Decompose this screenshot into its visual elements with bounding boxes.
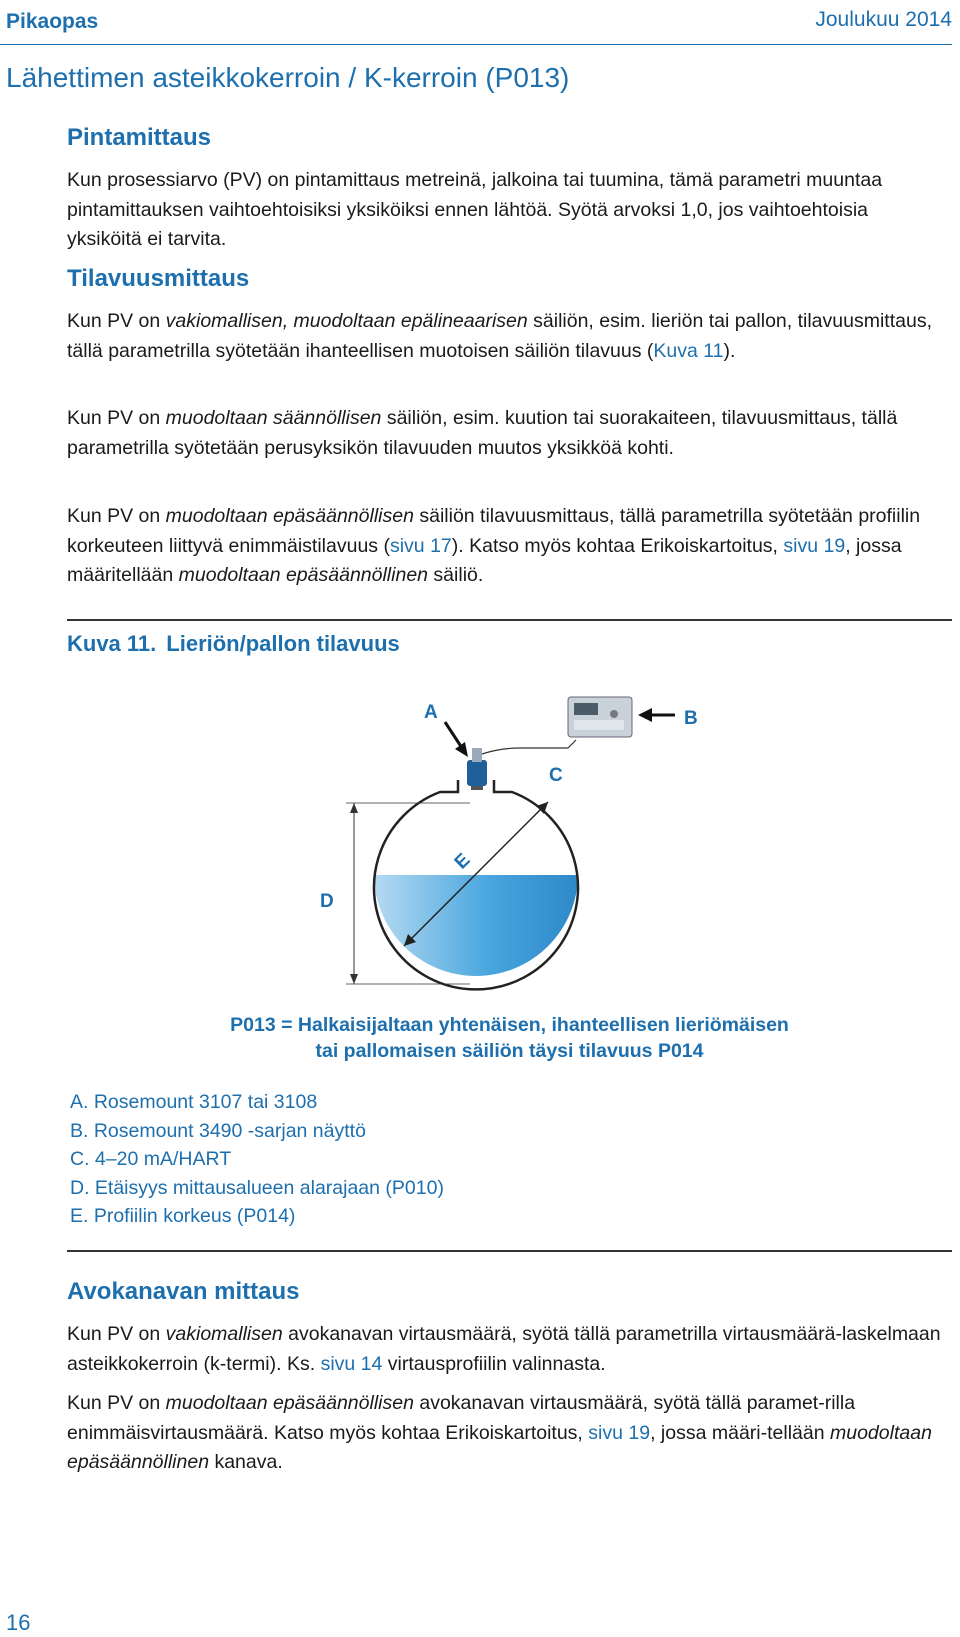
legend-item: B. Rosemount 3490 -sarjan näyttö — [70, 1119, 366, 1142]
paragraph-tilavuus-1 — [67, 307, 947, 366]
arrowhead-a — [455, 742, 468, 757]
heading-avokanava: Avokanavan mittaus — [67, 1278, 300, 1305]
label-b: B — [684, 708, 698, 729]
link-sivu-14[interactable]: sivu 14 — [320, 1352, 383, 1375]
page-title: Lähettimen asteikkokerroin / K-kerroin (P013) — [6, 62, 570, 93]
legend-item: E. Profiilin korkeus (P014) — [70, 1205, 296, 1227]
text-run: säiliö. — [428, 564, 484, 586]
text-run: Kun PV on — [67, 1323, 166, 1345]
text-run: ). Katso myös kohtaa Erikoiskartoitus, — [451, 534, 784, 557]
text-run: avokanavan virtausmäärä, syötä tällä paramet-rilla enimmäisvirtausmäärä. Katso myös kohtaa Erikoiskartoitus, — [67, 1392, 856, 1444]
italic-run: vakiomallisen — [165, 1323, 283, 1345]
paragraph-avokanava-2 — [67, 1389, 947, 1478]
text-run: avokanavan virtausmäärä, syötä tällä parametrilla virtausmäärä-laskelmaan asteikkokerroin (k-termi). Ks. — [67, 1323, 941, 1375]
link-sivu-19[interactable]: sivu 19 — [783, 534, 846, 557]
cable — [482, 740, 576, 754]
page-number: 16 — [6, 1610, 31, 1635]
heading-pintamittaus: Pintamittaus — [67, 124, 212, 151]
legend-item: A. Rosemount 3107 tai 3108 — [70, 1091, 318, 1113]
link-kuva-11[interactable]: Kuva 11 — [653, 339, 724, 362]
heading-tilavuusmittaus: Tilavuusmittaus — [67, 265, 250, 292]
arrow-a — [445, 722, 462, 748]
divider — [67, 619, 952, 621]
italic-run: muodoltaan epäsäännöllisen — [165, 505, 414, 527]
text-run: Kun PV on — [67, 1392, 166, 1414]
label-e: E — [450, 849, 475, 874]
text-run: Kun PV on — [67, 310, 166, 332]
tank-diagram — [300, 690, 780, 1010]
link-sivu-17[interactable]: sivu 17 — [389, 534, 452, 557]
text-run: ). — [723, 339, 736, 362]
text-run: säiliön, esim. kuution tai suorakaiteen, tilavuusmittaus, tällä parametrilla syötetään perusyksikön tilavuuden muutos yksikköä kohti. — [67, 407, 898, 459]
legend-item: D. Etäisyys mittausalueen alarajaan (P010) — [70, 1176, 444, 1199]
text-run: säiliön, esim. lieriön tai pallon, tilavuusmittaus, tällä parametrilla syötetään ihanteellisen muotoisen säiliön tilavuus ( — [67, 310, 932, 362]
text-run: , jossa määritellään — [67, 534, 902, 586]
text-run: säiliön tilavuusmittaus, tällä parametrilla syötetään profiilin korkeuteen liittyvä enimmäistilavuus ( — [67, 505, 921, 557]
figure-legend — [70, 1088, 444, 1231]
label-a: A — [424, 702, 438, 723]
divider — [67, 1250, 952, 1252]
water-fill — [370, 875, 585, 985]
page-header — [0, 0, 952, 45]
text-run: kanava. — [209, 1451, 283, 1473]
text-run: Kun PV on — [67, 407, 166, 429]
arrowhead-b — [638, 708, 652, 722]
transmitter-sensor — [467, 748, 487, 790]
paragraph-pintamittaus: Kun prosessiarvo (PV) on pintamittaus metreinä, jalkoina tai tuumina, tämä parametri muuntaa pintamittauksen vaihtoehtoisiksi yksiköiksi ennen lähtöä. Syötä arvoksi 1,0, jos vaihtoehtoisia yksiköitä ei tarvita. — [67, 169, 883, 250]
dimension-d-arrow-bottom — [350, 974, 358, 984]
figure-title: Lieriön/pallon tilavuus — [166, 631, 400, 656]
display-unit — [568, 697, 632, 737]
italic-run: muodoltaan säännöllisen — [165, 407, 382, 429]
paragraph-tilavuus-2 — [67, 404, 947, 463]
italic-run: muodoltaan epäsäännöllinen — [67, 1421, 932, 1473]
figure-caption — [67, 631, 410, 657]
italic-run: vakiomallisen, muodoltaan epälineaarisen — [165, 310, 528, 332]
italic-run: muodoltaan epäsäännöllinen — [178, 564, 429, 586]
text-run: Kun PV on — [67, 505, 166, 527]
italic-run: muodoltaan epäsäännöllisen — [165, 1392, 414, 1414]
header-date: Joulukuu 2014 — [815, 8, 952, 31]
text-run: , jossa määri-tellään — [650, 1421, 830, 1444]
dimension-d-arrow-top — [350, 803, 358, 813]
link-sivu-19[interactable]: sivu 19 — [588, 1421, 651, 1444]
legend-item: C. 4–20 mA/HART — [70, 1148, 232, 1170]
paragraph-avokanava-1 — [67, 1320, 947, 1379]
header-section: Pikaopas — [6, 10, 99, 33]
formula-line-2: tai pallomaisen säiliön täysi tilavuus P014 — [315, 1040, 704, 1062]
label-c: C — [549, 765, 563, 786]
figure-number: Kuva 11. — [67, 631, 157, 656]
text-run: virtausprofiilin valinnasta. — [382, 1352, 606, 1375]
formula-line-1: P013 = Halkaisijaltaan yhtenäisen, ihanteellisen lieriömäisen — [230, 1014, 789, 1036]
paragraph-tilavuus-3 — [67, 502, 947, 591]
label-d: D — [320, 891, 334, 912]
